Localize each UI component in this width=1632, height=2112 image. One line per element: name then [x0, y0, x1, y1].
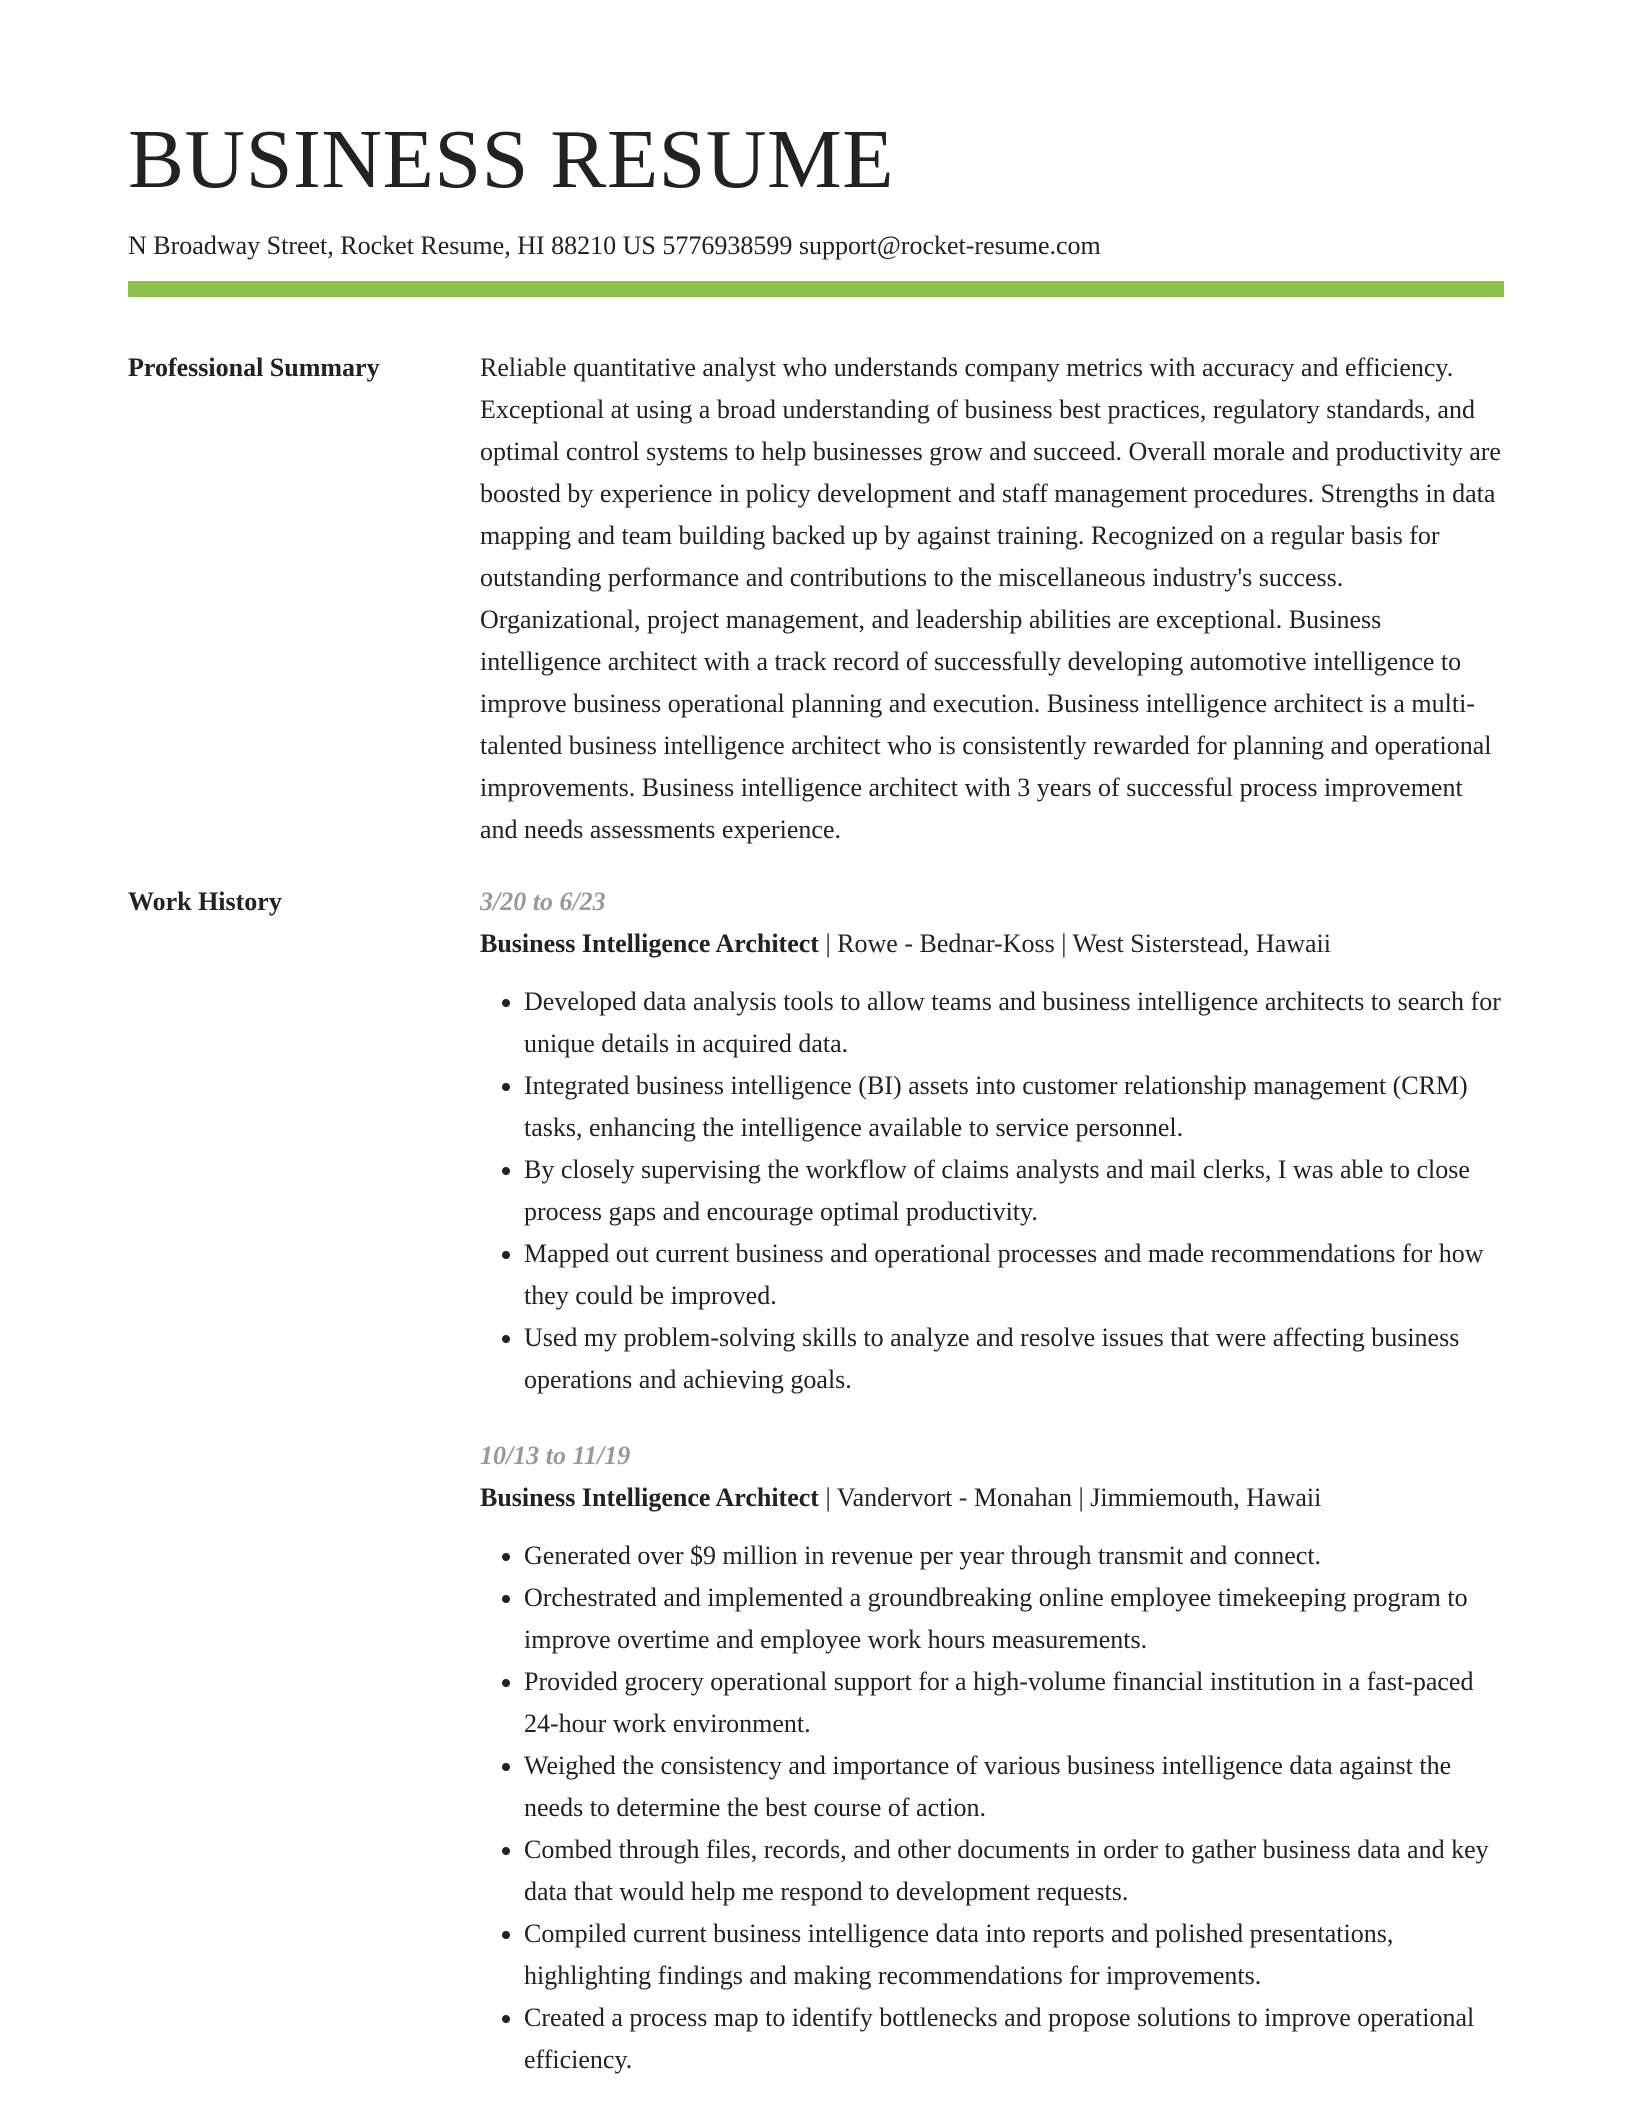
job-bullet-list — [480, 1535, 1504, 2081]
summary-text: Reliable quantitative analyst who understands company metrics with accuracy and efficiency. Exceptional at using a broad understanding of business best practices, regulatory standards, and optimal control systems to help businesses grow and succeed. Overall morale and productivity are boosted by experience in policy development and staff management procedures. Strengths in data mapping and team building backed up by against training. Recognized on a regular basis for outstanding performance and contributions to the miscellaneous industry's success. Organizational, project management, and leadership abilities are exceptional. Business intelligence architect with a track record of successfully developing automotive intelligence to improve business operational planning and execution. Business intelligence architect is a multi-talented business intelligence architect who is consistently rewarded for planning and operational improvements. Business intelligence architect with 3 years of successful process improvement and needs assessments experience. — [480, 353, 1501, 845]
job-employer-location: | Vandervort - Monahan | Jimmiemouth, Hawaii — [818, 1483, 1322, 1513]
professional-summary-section — [128, 347, 1504, 851]
list-item: • Provided grocery operational support for a high-volume financial institution in a fast-paced 24-hour work environment. — [524, 1661, 1504, 1745]
job-bullet-list — [480, 981, 1504, 1401]
list-item: • By closely supervising the workflow of claims analysts and mail clerks, I was able to close process gaps and encourage optimal productivity. — [524, 1149, 1504, 1233]
list-item: • Used my problem-solving skills to analyze and resolve issues that were affecting business operations and achieving goals. — [524, 1317, 1504, 1401]
list-item: • Orchestrated and implemented a groundbreaking online employee timekeeping program to improve overtime and employee work hours measurements. — [524, 1577, 1504, 1661]
job-title-line — [480, 1477, 1504, 1519]
header-divider — [128, 281, 1504, 297]
list-item: • Created a process map to identify bottlenecks and propose solutions to improve operational efficiency. — [524, 1997, 1504, 2081]
resume-title: BUSINESS RESUME — [128, 113, 895, 206]
section-heading: Work History — [128, 887, 282, 917]
list-item: • Integrated business intelligence (BI) assets into customer relationship management (CRM) tasks, enhancing the intelligence available to service personnel. — [524, 1065, 1504, 1149]
job-title: Business Intelligence Architect — [480, 929, 819, 959]
section-body — [480, 881, 1504, 2081]
resume-page — [128, 0, 1504, 2081]
contact-line: N Broadway Street, Rocket Resume, HI 88210 US 5776938599 support@rocket-resume.com — [128, 231, 1101, 260]
section-body — [480, 347, 1504, 851]
job-dates: 3/20 to 6/23 — [480, 887, 606, 917]
list-item: • Weighed the consistency and importance of various business intelligence data against the needs to determine the best course of action. — [524, 1745, 1504, 1829]
job-employer-location: | Rowe - Bednar-Koss | West Sisterstead, Hawaii — [818, 929, 1332, 959]
job-title-line — [480, 923, 1504, 965]
job-dates: 10/13 to 11/19 — [480, 1441, 631, 1471]
section-heading: Professional Summary — [128, 353, 380, 383]
list-item: • Compiled current business intelligence data into reports and polished presentations, highlighting findings and making recommendations for improvements. — [524, 1913, 1504, 1997]
job-entry — [480, 881, 1504, 1401]
list-item: • Generated over $9 million in revenue per year through transmit and connect. — [524, 1535, 1504, 1577]
list-item: • Mapped out current business and operational processes and made recommendations for how they could be improved. — [524, 1233, 1504, 1317]
list-item: • Combed through files, records, and other documents in order to gather business data and key data that would help me respond to development requests. — [524, 1829, 1504, 1913]
job-entry — [480, 1435, 1504, 2081]
work-history-section — [128, 881, 1504, 2081]
list-item: • Developed data analysis tools to allow teams and business intelligence architects to search for unique details in acquired data. — [524, 981, 1504, 1065]
job-title: Business Intelligence Architect — [480, 1483, 819, 1513]
